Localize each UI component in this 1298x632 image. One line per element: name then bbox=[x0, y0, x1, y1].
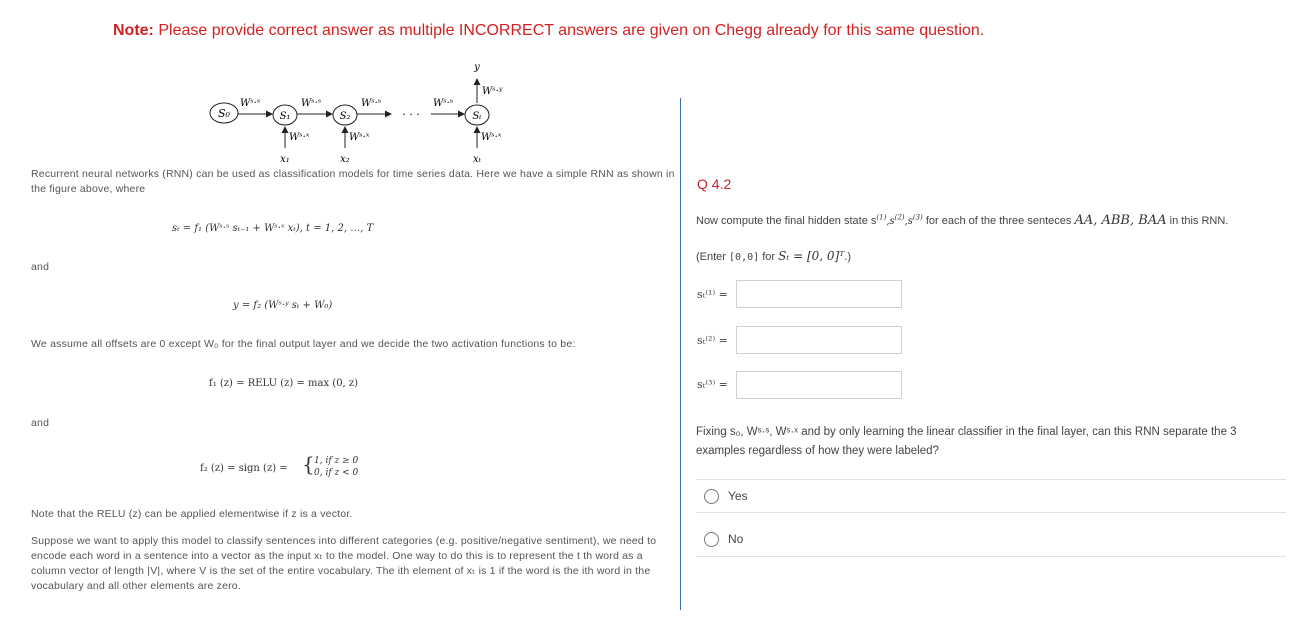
ellipsis: · · · bbox=[402, 108, 420, 121]
label-wsy: Wˢ·ʸ bbox=[482, 86, 503, 97]
node-label-sT: Sₜ bbox=[472, 111, 482, 122]
hint-part-c: .) bbox=[844, 251, 852, 263]
equation-sign-case1: 1, if z ≥ 0 bbox=[314, 456, 359, 466]
answer-label-1: sₜ⁽¹⁾ = bbox=[697, 288, 728, 301]
rnn-diagram bbox=[195, 58, 525, 170]
relu-note: Note that the RELU (z) can be applied elementwise if z is a vector. bbox=[31, 508, 353, 520]
radio-no-icon[interactable] bbox=[704, 532, 719, 547]
intro-paragraph: Recurrent neural networks (RNN) can be used as classification models for time series data. Here we have a simple RNN as shown in the figure above, where bbox=[31, 168, 675, 195]
prompt-part-b: for each of the three senteces bbox=[925, 215, 1072, 227]
radio-yes-icon[interactable] bbox=[704, 489, 719, 504]
prompt-part-c: in this RNN. bbox=[1169, 215, 1229, 227]
prompt-part-a: Now compute the final hidden state s bbox=[696, 215, 877, 227]
equation-relu: f₁ (z) = RELU (z) = max (0, z) bbox=[209, 378, 359, 389]
and-label-2: and bbox=[31, 417, 50, 429]
column-divider bbox=[680, 98, 681, 610]
label-wsx-2: Wˢ·ˣ bbox=[349, 132, 370, 143]
answer-label-2: sₜ⁽²⁾ = bbox=[697, 334, 728, 347]
input-x1: x₁ bbox=[280, 154, 290, 165]
encoding-paragraph: Suppose we want to apply this model to classify sentences into different categories (e.g. positive/negative sentiment), we need to encode each word in a sentence into a vector as the input xₜ to the model. One way to do this is to represent the t th word as a column vector of length |V|, where V is the set of the entire vocabulary. The ith element of xₜ is 1 if the word is the ith word in the vocabulary and all other elements are zero. bbox=[31, 535, 657, 592]
equation-output: y = f₂ (Wˢ·ʸ sₜ + W₀) bbox=[233, 300, 333, 311]
hint-math: Sₜ = [0, 0]ᵀ bbox=[778, 249, 845, 263]
hint-part-b: for bbox=[762, 251, 776, 263]
note-text: Please provide correct answer as multiple INCORRECT answers are given on Chegg already for this same question. bbox=[153, 22, 985, 39]
and-label-1: and bbox=[31, 261, 50, 273]
option-yes[interactable] bbox=[696, 479, 1286, 513]
label-wsx-1: Wˢ·ˣ bbox=[289, 132, 310, 143]
separability-question: Fixing s₀, Wˢ·ˢ, Wˢ·ˣ and by only learning the linear classifier in the final layer, can this RNN separate the 3 examples regardless of how they were labeled? bbox=[696, 426, 1237, 457]
option-no-label: No bbox=[728, 532, 744, 546]
question-prompt bbox=[696, 213, 1228, 228]
node-label-s1: S₁ bbox=[279, 111, 291, 122]
equation-sign-lhs: f₂ (z) = sign (z) = bbox=[200, 463, 288, 474]
answer-input-3[interactable] bbox=[736, 371, 902, 399]
answer-input-1[interactable] bbox=[736, 280, 902, 308]
hint-code: [0,0] bbox=[729, 252, 760, 263]
option-no[interactable] bbox=[696, 523, 1286, 557]
option-yes-label: Yes bbox=[728, 489, 748, 503]
node-label-s0: S₀ bbox=[218, 107, 230, 120]
equation-sign-case2: 0, if z < 0 bbox=[314, 468, 359, 478]
question-title: Q 4.2 bbox=[697, 176, 732, 192]
answer-input-2[interactable] bbox=[736, 326, 902, 354]
equation-state-update: sₜ = f₁ (Wˢ·ˢ sₜ₋₁ + Wˢ·ˣ xₜ), t = 1, 2, …, T bbox=[172, 223, 374, 234]
output-y: y bbox=[474, 62, 480, 73]
prompt-sentences: AA, ABB, BAA bbox=[1074, 213, 1167, 228]
node-label-s2: S₂ bbox=[339, 111, 351, 122]
offsets-paragraph: We assume all offsets are 0 except W₀ for the final output layer and we decide the two activation functions to be: bbox=[31, 338, 576, 350]
answer-label-3: sₜ⁽³⁾ = bbox=[697, 378, 728, 391]
input-x2: x₂ bbox=[340, 154, 350, 165]
hint-part-a: (Enter bbox=[696, 251, 726, 263]
label-wss-3: Wˢ·ˢ bbox=[361, 98, 382, 109]
label-wss-2: Wˢ·ˢ bbox=[301, 98, 322, 109]
note-prefix: Note: bbox=[113, 22, 154, 39]
note-banner bbox=[113, 22, 984, 40]
input-xT: xₜ bbox=[472, 154, 482, 165]
equation-sign-brace: { bbox=[302, 452, 315, 476]
hint-line bbox=[696, 249, 851, 263]
prompt-states: $^{(1)},s^{(2)},s^{(3)}$ bbox=[876, 213, 923, 227]
label-wsx-3: Wˢ·ˣ bbox=[481, 132, 502, 143]
label-wss-4: Wˢ·ˢ bbox=[433, 98, 454, 109]
label-wss-1: Wˢ·ˢ bbox=[240, 98, 261, 109]
